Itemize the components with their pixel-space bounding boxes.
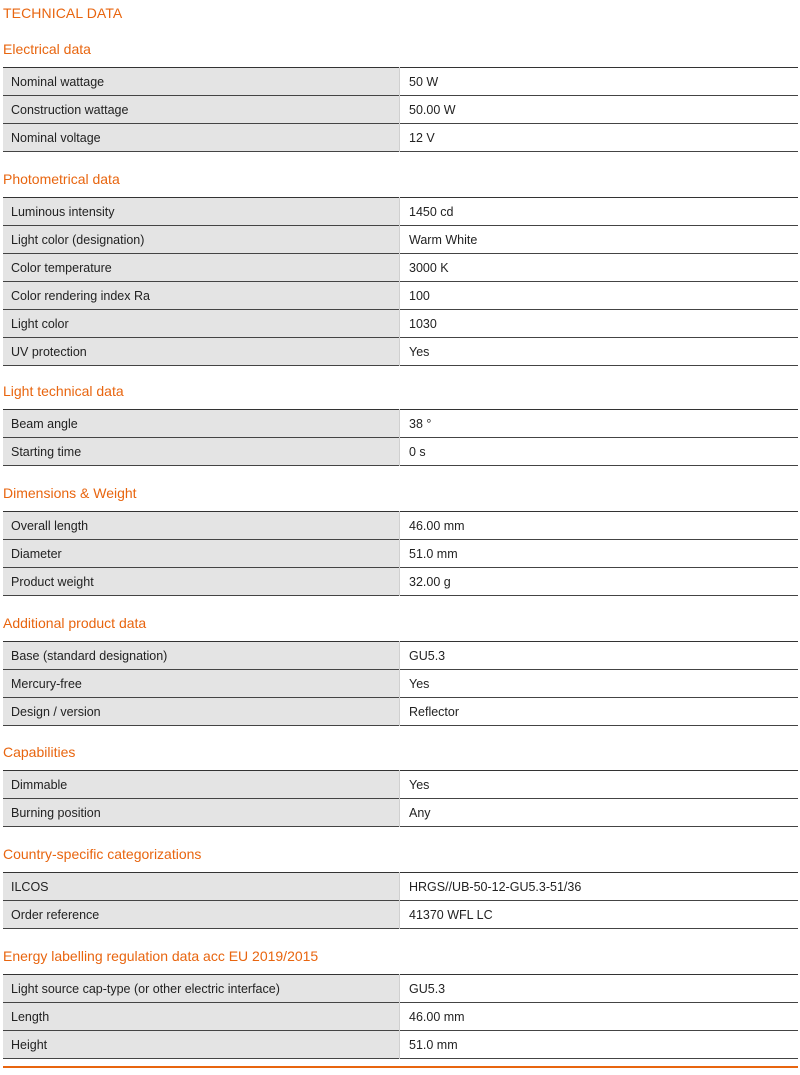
row-value: 3000 K [400, 254, 799, 282]
section-heading: Additional product data [3, 615, 147, 631]
row-label: Color rendering index Ra [3, 282, 400, 310]
row-label: Light source cap-type (or other electric interface) [3, 975, 400, 1003]
row-label: UV protection [3, 338, 400, 366]
row-value: 46.00 mm [400, 512, 799, 540]
row-label: Height [3, 1031, 400, 1059]
table-row [3, 512, 798, 540]
row-label: Diameter [3, 540, 400, 568]
row-value: 1030 [400, 310, 799, 338]
row-value: GU5.3 [400, 975, 799, 1003]
row-value: 0 s [400, 438, 799, 466]
section-electrical-data [3, 40, 798, 152]
spec-table [3, 641, 798, 726]
table-row [3, 975, 798, 1003]
table-row [3, 96, 798, 124]
row-value: HRGS//UB-50-12-GU5.3-51/36 [400, 873, 799, 901]
section-heading: Energy labelling regulation data acc EU 2019/2015 [3, 948, 319, 964]
row-label: Nominal voltage [3, 124, 400, 152]
row-label: Mercury-free [3, 670, 400, 698]
section-capabilities [3, 743, 798, 827]
spec-table [3, 409, 798, 466]
row-label: Nominal wattage [3, 68, 400, 96]
table-row [3, 438, 798, 466]
table-row [3, 873, 798, 901]
table-row [3, 642, 798, 670]
page-title: TECHNICAL DATA [3, 5, 123, 21]
row-value: 1450 cd [400, 198, 799, 226]
row-label: Design / version [3, 698, 400, 726]
row-value: 50 W [400, 68, 799, 96]
table-row [3, 68, 798, 96]
table-row [3, 799, 798, 827]
row-value: Yes [400, 771, 799, 799]
table-row [3, 254, 798, 282]
table-row [3, 771, 798, 799]
row-value: 32.00 g [400, 568, 799, 596]
row-label: Luminous intensity [3, 198, 400, 226]
section-energy-labelling [3, 947, 798, 1059]
row-label: Construction wattage [3, 96, 400, 124]
table-row [3, 1031, 798, 1059]
table-row [3, 540, 798, 568]
row-label: Length [3, 1003, 400, 1031]
table-row [3, 410, 798, 438]
table-row [3, 338, 798, 366]
section-heading: Capabilities [3, 744, 76, 760]
row-value: GU5.3 [400, 642, 799, 670]
row-value: 41370 WFL LC [400, 901, 799, 929]
table-row [3, 226, 798, 254]
row-value: Yes [400, 670, 799, 698]
row-value: 51.0 mm [400, 540, 799, 568]
row-label: Order reference [3, 901, 400, 929]
section-heading: Light technical data [3, 383, 124, 399]
row-label: Burning position [3, 799, 400, 827]
section-dimensions-weight [3, 484, 798, 596]
row-label: ILCOS [3, 873, 400, 901]
row-label: Product weight [3, 568, 400, 596]
row-label: Dimmable [3, 771, 400, 799]
table-row [3, 901, 798, 929]
table-row [3, 568, 798, 596]
row-value: 38 ° [400, 410, 799, 438]
row-label: Base (standard designation) [3, 642, 400, 670]
section-heading: Photometrical data [3, 171, 120, 187]
row-label: Overall length [3, 512, 400, 540]
row-value: Yes [400, 338, 799, 366]
table-row [3, 670, 798, 698]
row-value: 100 [400, 282, 799, 310]
table-row [3, 198, 798, 226]
row-value: 50.00 W [400, 96, 799, 124]
row-value: Reflector [400, 698, 799, 726]
row-value: Warm White [400, 226, 799, 254]
spec-table [3, 770, 798, 827]
table-row [3, 282, 798, 310]
spec-table [3, 974, 798, 1059]
spec-table [3, 511, 798, 596]
row-label: Color temperature [3, 254, 400, 282]
row-label: Light color [3, 310, 400, 338]
section-light-technical-data [3, 382, 798, 466]
row-label: Starting time [3, 438, 400, 466]
section-additional-product-data [3, 614, 798, 726]
row-value: 46.00 mm [400, 1003, 799, 1031]
spec-table [3, 67, 798, 152]
bottom-divider [3, 1066, 798, 1068]
section-heading: Country-specific categorizations [3, 846, 202, 862]
row-value: Any [400, 799, 799, 827]
section-country-specific-categorizations [3, 845, 798, 929]
section-heading: Electrical data [3, 41, 91, 57]
spec-table [3, 872, 798, 929]
table-row [3, 698, 798, 726]
section-photometrical-data [3, 170, 798, 366]
row-value: 51.0 mm [400, 1031, 799, 1059]
table-row [3, 124, 798, 152]
section-heading: Dimensions & Weight [3, 485, 137, 501]
row-label: Light color (designation) [3, 226, 400, 254]
table-row [3, 310, 798, 338]
row-label: Beam angle [3, 410, 400, 438]
table-row [3, 1003, 798, 1031]
spec-table [3, 197, 798, 366]
row-value: 12 V [400, 124, 799, 152]
